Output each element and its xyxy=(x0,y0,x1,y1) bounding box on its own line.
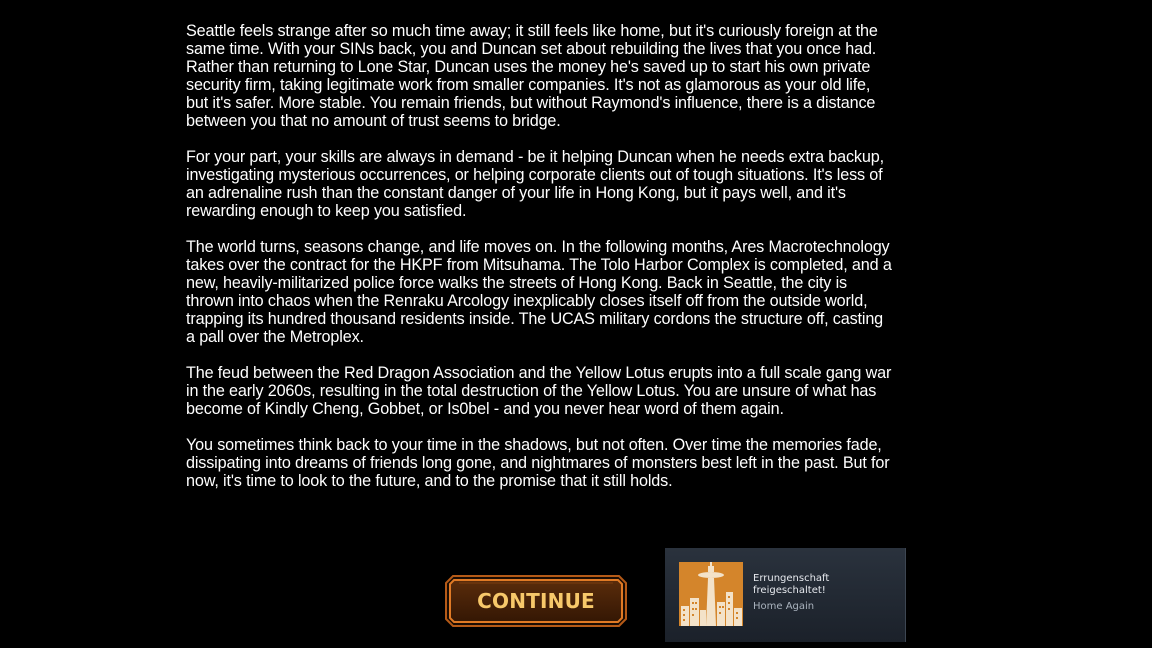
epilogue-paragraph: The world turns, seasons change, and life moves on. In the following months, Ares Macrotechnology takes over the contract for the HKPF from Mitsuhama. The Tolo Harbor Complex is completed, and a new, heavily-militarized police force walks the streets of Hong Kong. Back in Seattle, the city is thrown into chaos when the Renraku Arcology inexplicably closes itself off from the outside world, trapping its hundred thousand residents inside. The UCAS military cordons the structure off, casting a pall over the Metroplex. xyxy=(186,238,892,346)
epilogue-text xyxy=(186,22,892,508)
continue-button[interactable] xyxy=(445,575,627,627)
achievement-name: Home Again xyxy=(753,601,815,612)
achievement-text xyxy=(753,573,893,613)
achievement-unlocked-title: Errungenschaft freigeschaltet! xyxy=(753,573,830,596)
achievement-notification xyxy=(665,548,906,642)
continue-button-label: CONTINUE xyxy=(477,589,595,613)
seattle-skyline-icon xyxy=(679,562,743,626)
epilogue-paragraph: For your part, your skills are always in demand - be it helping Duncan when he needs extra backup, investigating mysterious occurrences, or helping corporate clients out of tough situations. It's less of an adrenaline rush than the constant danger of your life in Hong Kong, but it pays well, and it's rewarding enough to keep you satisfied. xyxy=(186,148,884,220)
epilogue-paragraph: You sometimes think back to your time in the shadows, but not often. Over time the memories fade, dissipating into dreams of friends long gone, and nightmares of monsters best left in the past. But for now, it's time to look to the future, and to the promise that it still holds. xyxy=(186,436,890,490)
epilogue-paragraph: The feud between the Red Dragon Association and the Yellow Lotus erupts into a full scale gang war in the early 2060s, resulting in the total destruction of the Yellow Lotus. You are unsure of what has become of Kindly Cheng, Gobbet, or Is0bel - and you never hear word of them again. xyxy=(186,364,892,418)
epilogue-paragraph: Seattle feels strange after so much time away; it still feels like home, but it's curiously foreign at the same time. With your SINs back, you and Duncan set about rebuilding the lives that you once had. Rather than returning to Lone Star, Duncan uses the money he's saved up to start his own private security firm, taking legitimate work from smaller companies. It's not as glamorous as your old life, but it's safer. More stable. You remain friends, but without Raymond's influence, there is a distance between you that no amount of trust seems to bridge. xyxy=(186,22,878,130)
